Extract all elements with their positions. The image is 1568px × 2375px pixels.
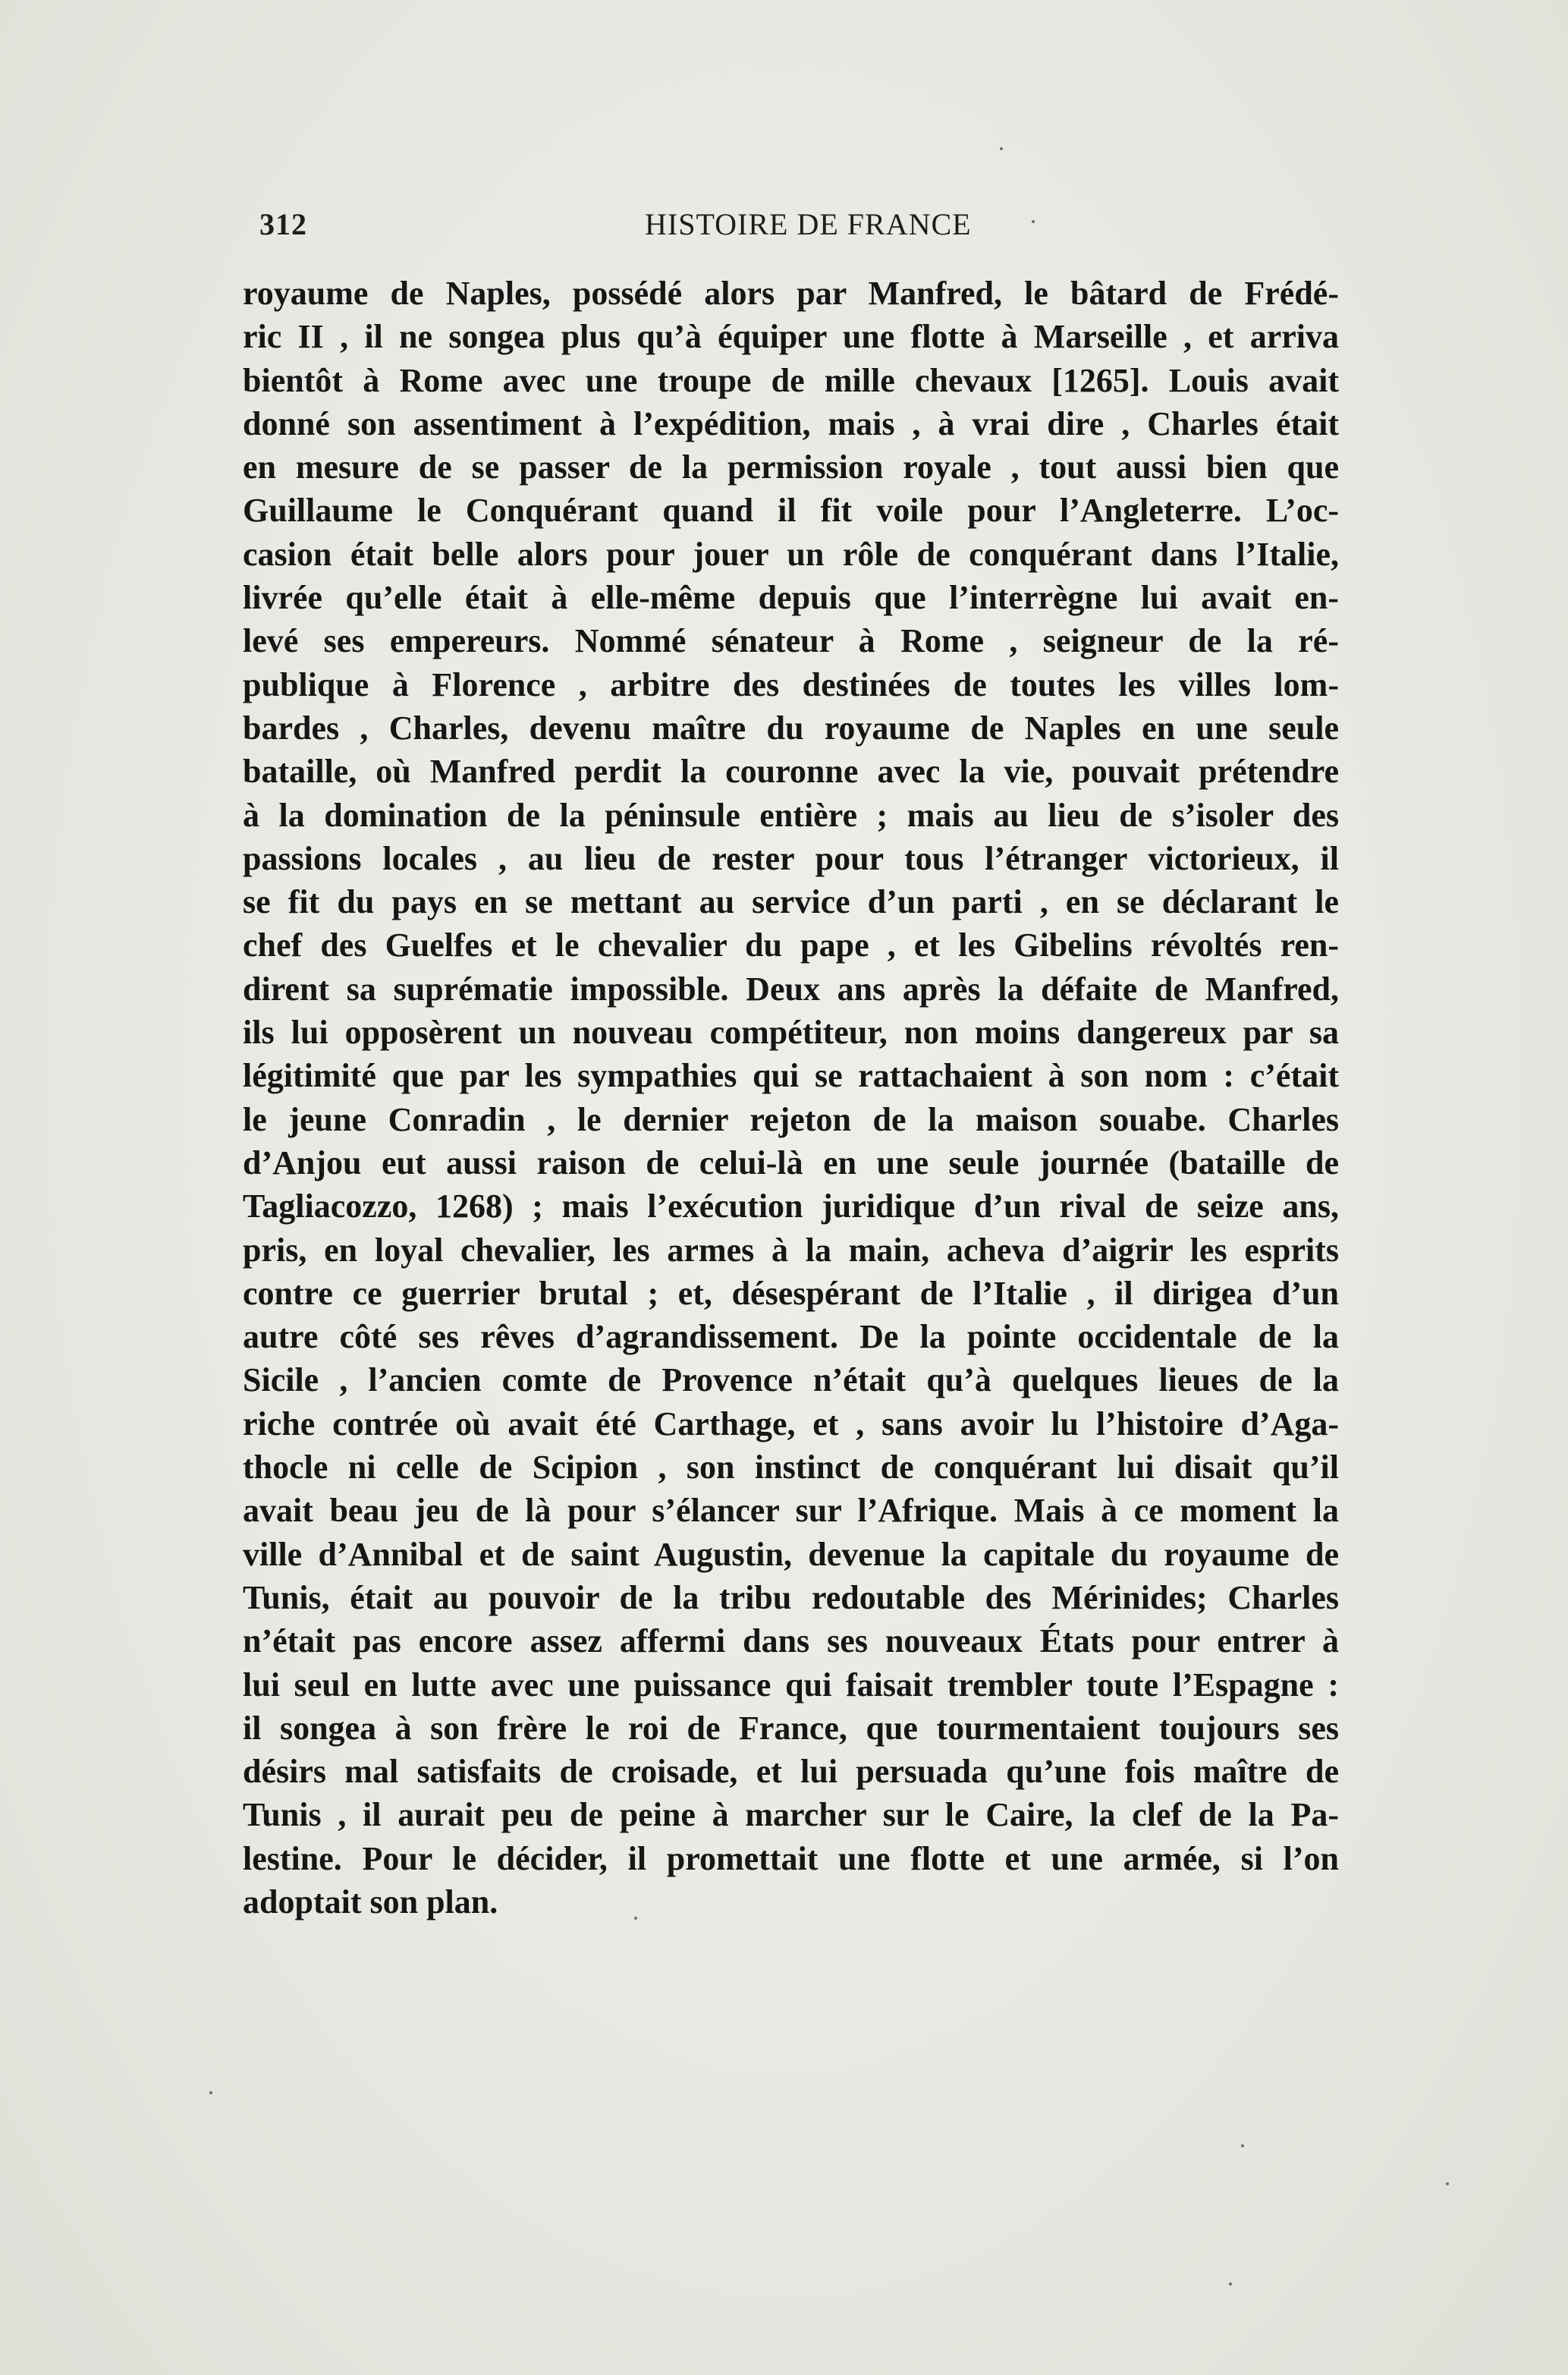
text-line: légitimité que par les sympathies qui se rattachaient à son nom : c’était xyxy=(243,1057,1339,1095)
text-line: d’Anjou eut aussi raison de celui-là en une seule journée (bataille de xyxy=(243,1143,1339,1181)
paper-speck xyxy=(634,1917,637,1920)
text-line: avait beau jeu de là pour s’élancer sur l’Afrique. Mais à ce moment la xyxy=(243,1492,1339,1530)
text-line: lui seul en lutte avec une puissance qui faisait trembler toute l’Espagne : xyxy=(243,1666,1339,1703)
text-line: Tagliacozzo, 1268) ; mais l’exécution juridique d’un rival de seize ans, xyxy=(243,1188,1339,1225)
text-line: bataille, où Manfred perdit la couronne avec la vie, pouvait prétendre xyxy=(243,753,1339,791)
text-line: en mesure de se passer de la permission royale , tout aussi bien que xyxy=(243,448,1339,486)
running-title: HISTOIRE DE FRANCE xyxy=(645,207,972,241)
paper-speck xyxy=(209,2091,212,2094)
text-line: dirent sa suprématie impossible. Deux ans après la défaite de Manfred, xyxy=(243,970,1339,1008)
paper-speck xyxy=(1241,2144,1244,2147)
page-header xyxy=(256,206,1334,252)
text-line: n’était pas encore assez affermi dans ses nouveaux États pour entrer à xyxy=(243,1622,1339,1660)
text-line: Tunis, était au pouvoir de la tribu redoutable des Mérinides; Charles xyxy=(243,1578,1339,1616)
text-line: à la domination de la péninsule entière ; mais au lieu de s’isoler des xyxy=(243,796,1339,834)
text-line: thocle ni celle de Scipion , son instinct de conquérant lui disait qu’il xyxy=(243,1449,1339,1486)
text-line: le jeune Conradin , le dernier rejeton de la maison souabe. Charles xyxy=(243,1100,1339,1138)
text-line: ville d’Annibal et de saint Augustin, devenue la capitale du royaume de xyxy=(243,1535,1339,1573)
text-line: publique à Florence , arbitre des destinées de toutes les villes lom- xyxy=(243,665,1339,703)
text-line: chef des Guelfes et le chevalier du pape , et les Gibelins révoltés ren- xyxy=(243,926,1339,964)
text-line: ils lui opposèrent un nouveau compétiteur, non moins dangereux par sa xyxy=(243,1014,1339,1052)
text-line: désirs mal satisfaits de croisade, et lui persuada qu’une fois maître de xyxy=(243,1753,1339,1791)
text-line: Tunis , il aurait peu de peine à marcher sur le Caire, la clef de la Pa- xyxy=(243,1796,1339,1834)
text-line: adoptait son plan. xyxy=(243,1883,498,1920)
text-line: riche contrée où avait été Carthage, et , sans avoir lu l’histoire d’Aga- xyxy=(243,1405,1339,1442)
text-line: se fit du pays en se mettant au service d’un parti , en se déclarant le xyxy=(243,883,1339,921)
body-paragraph xyxy=(243,272,1339,1924)
text-line: donné son assentiment à l’expédition, mais , à vrai dire , Charles était xyxy=(243,404,1339,442)
paper-speck xyxy=(1229,2282,1232,2285)
paper-speck xyxy=(1446,2182,1449,2185)
paper-speck xyxy=(1000,147,1003,150)
text-line: livrée qu’elle était à elle-même depuis que l’interrègne lui avait en- xyxy=(243,579,1339,617)
text-line: pris, en loyal chevalier, les armes à la main, acheva d’aigrir les esprits xyxy=(243,1231,1339,1269)
text-line: casion était belle alors pour jouer un rôle de conquérant dans l’Italie, xyxy=(243,535,1339,573)
text-line: lestine. Pour le décider, il promettait une flotte et une armée, si l’on xyxy=(243,1839,1339,1877)
page-number: 312 xyxy=(259,207,307,241)
text-line: bientôt à Rome avec une troupe de mille chevaux [1265]. Louis avait xyxy=(243,361,1339,399)
text-line: passions locales , au lieu de rester pour tous l’étranger victorieux, il xyxy=(243,839,1339,877)
text-line: ric II , il ne songea plus qu’à équiper une flotte à Marseille , et arriva xyxy=(243,318,1339,356)
text-line: contre ce guerrier brutal ; et, désespérant de l’Italie , il dirigea d’un xyxy=(243,1274,1339,1312)
text-line: levé ses empereurs. Nommé sénateur à Rome , seigneur de la ré- xyxy=(243,622,1339,660)
text-line: royaume de Naples, possédé alors par Manfred, le bâtard de Frédé- xyxy=(243,275,1339,312)
text-line: bardes , Charles, devenu maître du royaume de Naples en une seule xyxy=(243,709,1339,747)
text-line: il songea à son frère le roi de France, que tourmentaient toujours ses xyxy=(243,1709,1339,1747)
paper-speck xyxy=(1032,220,1035,223)
text-line: Sicile , l’ancien comte de Provence n’était qu’à quelques lieues de la xyxy=(243,1361,1339,1399)
text-line: Guillaume le Conquérant quand il fit voile pour l’Angleterre. L’oc- xyxy=(243,492,1339,530)
text-line: autre côté ses rêves d’agrandissement. De la pointe occidentale de la xyxy=(243,1318,1339,1356)
